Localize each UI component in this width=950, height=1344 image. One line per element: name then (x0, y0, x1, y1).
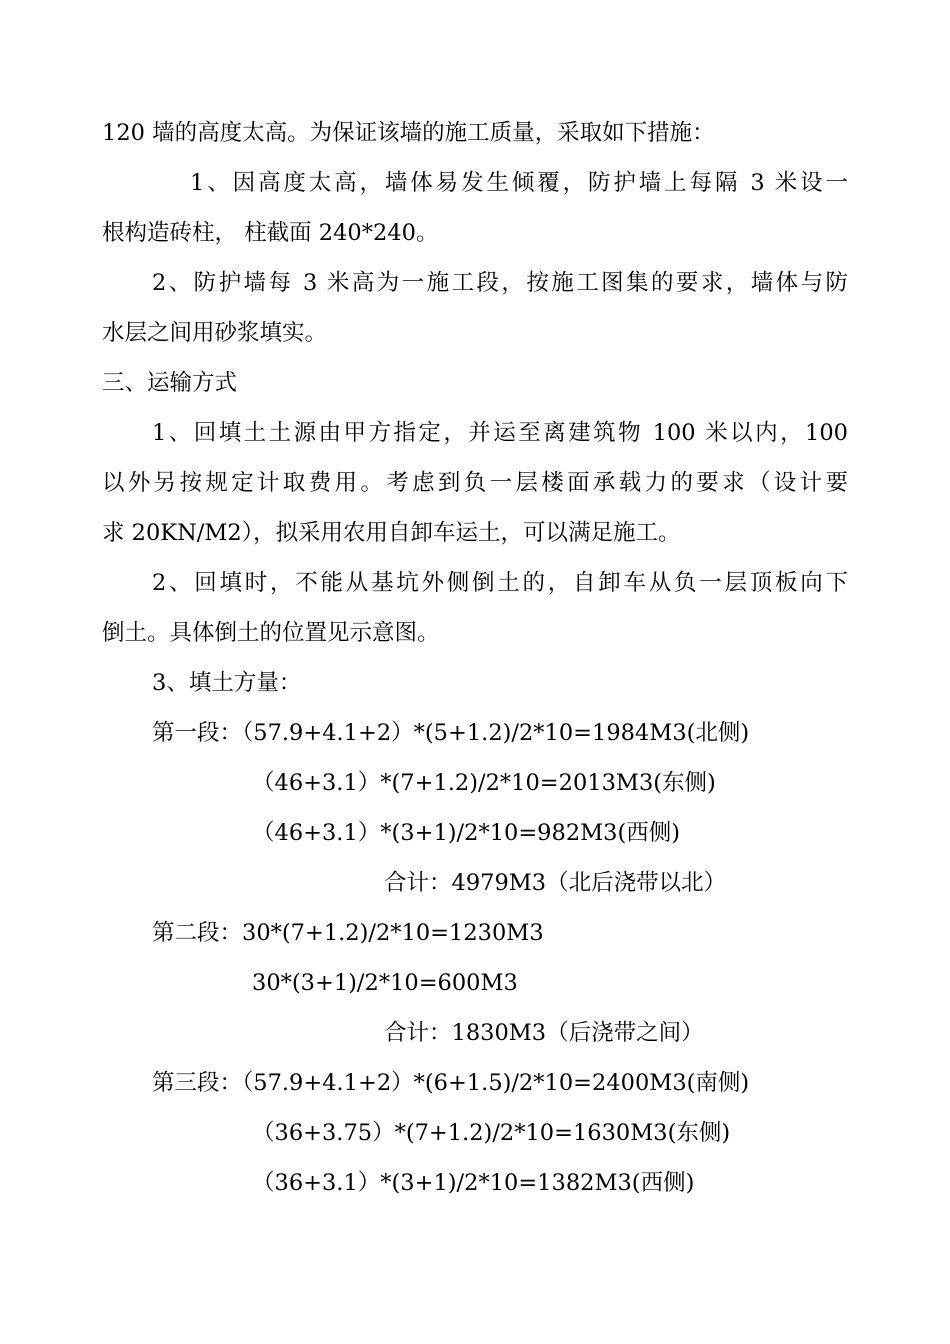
calc-line: （36+3.1）*(3+1)/2*10=1382M3(西侧) (252, 1170, 695, 1196)
paragraph-line: 倒土。具体倒土的位置见示意图。 (102, 620, 440, 646)
paragraph-line: 3、填土方量： (152, 670, 302, 696)
paragraph-line: 1、回填土土源由甲方指定，并运至离建筑物 100 米以内，100 (152, 420, 848, 446)
calc-line: 第一段：（57.9+4.1+2）*(5+1.2)/2*10=1984M3(北侧) (152, 720, 750, 746)
calc-line: （46+3.1）*(3+1)/2*10=982M3(西侧) (252, 820, 681, 846)
calc-line: （36+3.75）*(7+1.2)/2*10=1630M3(东侧) (252, 1120, 731, 1146)
paragraph-line: 根构造砖柱， 柱截面 240*240。 (102, 220, 439, 246)
paragraph-line: 1、因高度太高，墙体易发生倾覆，防护墙上每隔 3 米设一 (190, 170, 848, 196)
paragraph-line: 2、回填时，不能从基坑外侧倒土的，自卸车从负一层顶板向下 (152, 570, 848, 596)
paragraph-line: 以外另按规定计取费用。考虑到负一层楼面承载力的要求（设计要 (102, 470, 848, 496)
paragraph-line: 2、防护墙每 3 米高为一施工段，按施工图集的要求，墙体与防 (152, 270, 848, 296)
calc-line: 30*(3+1)/2*10=600M3 (252, 970, 518, 996)
calc-line: 第二段：30*(7+1.2)/2*10=1230M3 (152, 920, 544, 946)
calc-line: （46+3.1）*(7+1.2)/2*10=2013M3(东侧) (252, 770, 716, 796)
subtotal-line: 合计：4979M3（北后浇带以北） (384, 870, 727, 896)
paragraph-line: 水层之间用砂浆填实。 (102, 320, 328, 346)
subtotal-line: 合计：1830M3（后浇带之间） (384, 1020, 704, 1046)
paragraph-line: 120 墙的高度太高。为保证该墙的施工质量，采取如下措施： (102, 120, 715, 146)
calc-line: 第三段：（57.9+4.1+2）*(6+1.5)/2*10=2400M3(南侧) (152, 1070, 750, 1096)
paragraph-line: 求 20KN/M2），拟采用农用自卸车运土，可以满足施工。 (102, 520, 681, 546)
section-heading: 三、运输方式 (102, 370, 238, 396)
